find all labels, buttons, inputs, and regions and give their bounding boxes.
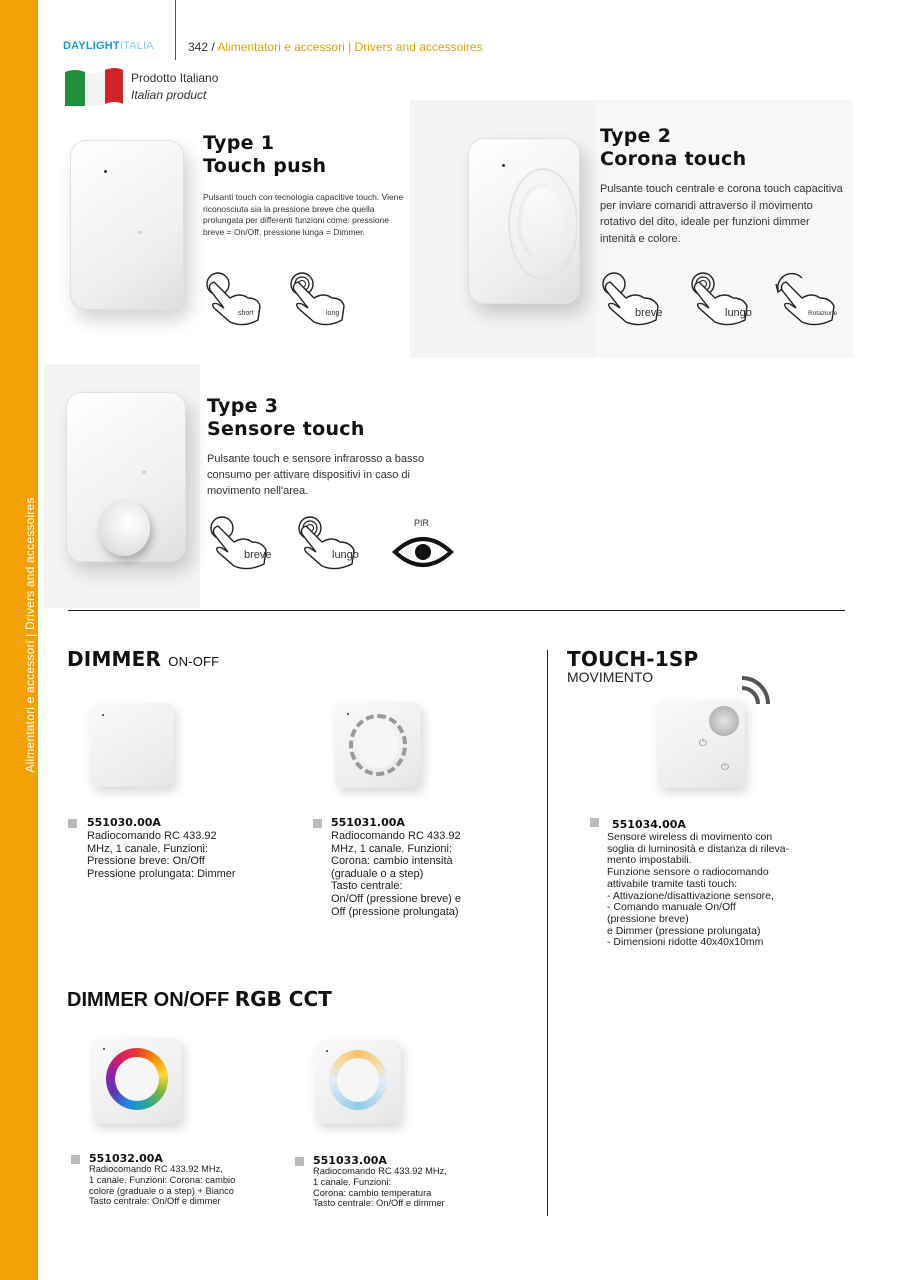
type1-description: Pulsanti touch con tecnologia capacitive touch. Viene riconosciuta sia la pressione breve che quella prolungata per differenti funzioni come: pressione breve = On/Off, pressione lunga = Dimmer. [203, 192, 404, 237]
product-code: 551032.00A [89, 1152, 163, 1165]
gesture-label-rotazione: Rotazione [808, 310, 838, 317]
touch-section-subtitle: MOVIMENTO [567, 669, 654, 685]
pir-lens [709, 706, 739, 736]
header-divider [175, 0, 176, 60]
gesture-label-lungo: lungo [725, 307, 752, 319]
product-description: Sensore wireless di movimento con soglia di luminosità e distanza di rileva- mento impostabili. Funzione sensore o radiocomando attivabile tramite tasti touch: - Attivazione/disattivazione sensore, - Comando manuale On/Off (pressione breve) e Dimmer (pressione prolungata) - Dimensioni ridotte 40x40x10mm [607, 831, 790, 949]
eye-icon [392, 532, 454, 572]
origin-line-1: Prodotto Italiano [131, 71, 219, 85]
bullet-square [68, 819, 77, 828]
power-icon: ⏻ [721, 762, 729, 773]
long-press-hand-icon [284, 268, 364, 328]
product-code: 551031.00A [331, 816, 405, 829]
product-code: 551033.00A [313, 1154, 387, 1167]
led-dot [502, 164, 505, 167]
touch-section-title: TOUCH-1SP [567, 647, 699, 671]
section-title: Alimentatori e accessori | Drivers and accessoires [217, 40, 483, 54]
type3-device [66, 392, 186, 562]
bullet-square [590, 818, 599, 827]
column-divider [547, 650, 548, 1216]
type2-title: Type 2 Corona touch [600, 125, 747, 170]
long-press-hand-icon [685, 268, 765, 328]
product-description: Radiocomando RC 433.92 MHz, 1 canale. Funzioni: Corona: cambio colore (graduale o a step) + Bianco Tasto centrale: On/Off e dimmer [89, 1164, 236, 1207]
rotation-hand-icon [772, 268, 846, 328]
bullet-square [295, 1157, 304, 1166]
center-button [357, 722, 399, 768]
product-code: 551030.00A [87, 816, 161, 829]
product-image-551032 [92, 1038, 182, 1124]
type2-device [468, 138, 580, 304]
type1-device [70, 140, 184, 310]
brand-logo: DAYLIGHTITALIA [63, 40, 154, 52]
section-divider [68, 610, 845, 611]
italian-flag-icon [63, 64, 125, 110]
short-press-hand-icon [200, 268, 280, 328]
gesture-label-pir: PIR [414, 518, 430, 528]
led-dot [326, 1050, 328, 1052]
gesture-label-short: short [238, 310, 254, 317]
center-button [518, 184, 564, 260]
product-code: 551034.00A [612, 818, 686, 831]
product-image-551033 [315, 1040, 401, 1124]
product-image-551034 [657, 700, 745, 788]
gesture-label-breve: breve [635, 307, 663, 319]
bullet-square [71, 1155, 80, 1164]
product-description: Radiocomando RC 433.92 MHz, 1 canale. Funzioni: Pressione breve: On/Off Pressione prolungata: Dimmer [87, 830, 236, 880]
long-press-hand-icon [292, 512, 372, 572]
product-image-551030 [90, 703, 174, 787]
power-icon: ⏻ [699, 738, 707, 749]
page-header: 342 / Alimentatori e accessori | Drivers and accessoires [188, 40, 483, 54]
gesture-label-lungo: lungo [332, 549, 359, 561]
origin-line-2: Italian product [131, 88, 207, 102]
type1-title: Type 1 Touch push [203, 132, 327, 177]
type3-description: Pulsante touch e sensore infrarosso a basso consumo per attivare dispositivi in caso di movimento nell'area. [207, 453, 425, 497]
rgb-section-title: DIMMER ON/OFF RGB CCT [67, 987, 332, 1011]
dimmer-section-title: DIMMER ON-OFF [67, 647, 220, 671]
touch-marker: ≡ [142, 470, 147, 477]
product-description: Radiocomando RC 433.92 MHz, 1 canale. Funzioni: Corona: cambio temperatura Tasto centrale: On/Off e dimmer [313, 1166, 447, 1209]
product-description: Radiocomando RC 433.92 MHz, 1 canale. Funzioni: Corona: cambio intensità (graduale o a step) Tasto centrale: On/Off (pressione breve) e Off (pressione prolungata) [331, 830, 462, 918]
center-button [115, 1057, 159, 1101]
type2-description: Pulsante touch centrale e corona touch capacitiva per inviare comandi attraverso il movimento rotativo del dito, ideale per funzioni dimmer intenità e colore. [600, 183, 843, 245]
pir-lens [98, 500, 150, 556]
product-image-551031 [335, 702, 421, 788]
short-press-hand-icon [596, 268, 676, 328]
touch-marker: ≡ [138, 230, 143, 237]
gesture-label-long: long [326, 310, 340, 317]
page-number: 342 [188, 40, 209, 54]
led-dot [347, 713, 349, 715]
short-press-hand-icon [204, 512, 284, 572]
sidebar-label: Alimentatori e accessori | Drivers and accessoires [23, 497, 37, 773]
center-button [337, 1058, 379, 1102]
led-dot [102, 714, 104, 716]
led-dot [103, 1048, 105, 1050]
bullet-square [313, 819, 322, 828]
type3-title: Type 3 Sensore touch [207, 395, 365, 440]
led-dot [104, 170, 107, 173]
gesture-label-breve: breve [244, 549, 272, 561]
